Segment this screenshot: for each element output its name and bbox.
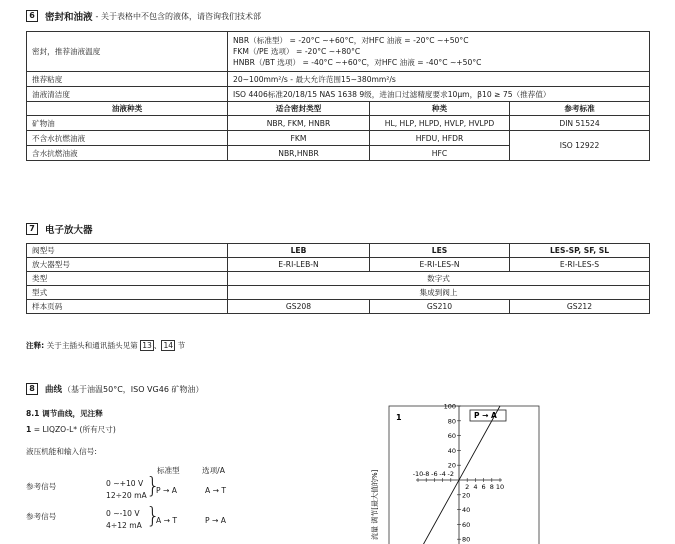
y-tick-label: 40 [462,506,471,515]
column-header: 油液种类 [27,102,228,116]
function-standard: P → A [156,486,177,495]
regulation-curve-chart [364,400,544,544]
amplifier-table [26,243,650,314]
note-end: 节 [177,341,186,350]
cleanliness-value: ISO 4406标准20/18/15 NAS 1638 9级，进油口过滤精度要求10μm，β10 ≥ 75（推荐值） [228,87,650,102]
fluid-name: 不含水抗燃油液 [27,131,228,146]
section-7-header [26,222,93,236]
connector-note [26,340,185,351]
y-tick-label: 20 [447,461,456,470]
x-tick-label: -6 [431,470,438,478]
fluid-standard: DIN 51524 [510,116,650,131]
section-8-header [26,383,203,395]
fluids-table [26,31,650,161]
section-title: 密封和油液 [45,12,93,23]
seal-line: HNBR（/BT 选项） = -40°C ~+60°C，对HFC 油液 = -40°C ~+50°C [233,58,482,67]
fluid-kind: HFC [370,146,510,161]
amp-model: E-RI-LES-N [370,258,510,272]
column-header: 参考标准 [510,102,650,116]
table-row [27,272,650,286]
y-axis-label: 流量 调节[最大值的%] [371,469,379,540]
section-6-header [26,9,261,23]
function-standard: A → T [156,516,178,525]
column-option: 选项/A [202,466,225,475]
x-tick-label: 10 [495,483,505,491]
column-header: 适合密封类型 [228,102,370,116]
fluid-kind: HL, HLP, HLPD, HVLP, HVLPD [370,116,510,131]
amp-model: E-RI-LEB-N [228,258,370,272]
brace: } [146,504,160,529]
table-row [27,244,650,258]
section-number: 7 [26,223,38,235]
x-tick-label: -4 [439,470,446,478]
ref-signal-voltage: 0 ~+10 V [106,479,144,488]
row-label: 放大器型号 [27,258,228,272]
fluid-kind: HFDU, HFDR [370,131,510,146]
y-tick-label: 80 [447,417,456,426]
ref-signal-voltage: 0 ~-10 V [106,509,140,518]
amp-form: 集成到阀上 [228,286,650,300]
fluid-seal: NBR, FKM, HNBR [228,116,370,131]
x-tick-label: 8 [489,483,494,491]
y-tick-label: 100 [443,402,456,411]
section-ref-link[interactable]: 13 [142,341,152,350]
brace: } [146,474,160,499]
x-tick-label: -2 [447,470,455,478]
amp-type: 数字式 [228,272,650,286]
table-row [27,116,650,131]
table-row [27,131,650,146]
y-tick-label: 80 [462,535,471,544]
seal-temperature-values [228,32,650,72]
table-row [27,258,650,272]
row-label: 阀型号 [27,244,228,258]
table-row [27,72,650,87]
column-header: 种类 [370,102,510,116]
row-label: 型式 [27,286,228,300]
curve-number: 1 [26,425,32,434]
note-label: 注释: [26,341,45,350]
x-tick-label: 6 [481,483,486,491]
ref-signal-current: 4÷12 mA [106,521,142,530]
function-option: P → A [205,516,226,525]
section-title: 曲线 [45,385,63,395]
row-label: 油液清洁度 [27,87,228,102]
fluid-name: 矿物油 [27,116,228,131]
sample-page: GS208 [228,300,370,314]
p-to-a-annotation [470,410,506,421]
y-tick-label: 20 [462,491,471,500]
row-label: 推荐粘度 [27,72,228,87]
ref-signal-label: 参考信号 [26,512,57,521]
ref-signal-label: 参考信号 [26,482,57,491]
section-subtitle: - 关于表格中不包含的液体，请咨询我们技术部 [95,11,261,21]
x-tick-label: 2 [465,483,470,491]
note-text: 关于主插头和通讯插头见第 [46,341,138,350]
table-row [27,87,650,102]
column-header: LES [370,244,510,258]
x-tick-label: 4 [473,483,478,491]
section-number: 6 [26,10,38,22]
sample-page: GS210 [370,300,510,314]
model-line [26,424,116,435]
ref-signal-current: 12÷20 mA [106,491,147,500]
fluid-name: 含水抗燃油液 [27,146,228,161]
x-tick-label: -10 [412,470,424,478]
table-row [27,300,650,314]
row-label: 类型 [27,272,228,286]
annotation-text: P → A [474,411,497,420]
seal-line: NBR（标准型） = -20°C ~+60°C，对HFC 油液 = -20°C ~+50°C [233,36,469,45]
x-tick-label: -8 [422,470,430,478]
function-label: 液压机能和输入信号: [26,447,97,456]
amp-model: E-RI-LES-S [510,258,650,272]
viscosity-value: 20~100mm²/s - 最大允许范围15~380mm²/s [228,72,650,87]
row-label: 密封，推荐油液温度 [27,32,228,72]
table-header-row [27,102,650,116]
fluid-standard: ISO 12922 [510,131,650,161]
y-tick-label: 40 [447,446,456,455]
section-subtitle: （基于油温50°C，ISO VG46 矿物油） [63,384,204,394]
chart-title: 1 [396,413,402,422]
seal-line: FKM（/PE 选项） = -20°C ~+80°C [233,47,361,56]
table-row [27,32,650,72]
model-text: = LIQZO-L* (所有尺寸) [33,425,116,434]
function-option: A → T [205,486,227,495]
row-label: 样本页码 [27,300,228,314]
subsection-title: 8.1 调节曲线，见注释 [26,409,103,418]
column-standard: 标准型 [157,466,180,475]
sample-page: GS212 [510,300,650,314]
y-tick-label: 60 [462,520,471,529]
fluid-seal: FKM [228,131,370,146]
fluid-seal: NBR,HNBR [228,146,370,161]
column-header: LEB [228,244,370,258]
note-separator: 、 [153,341,162,350]
section-title: 电子放大器 [45,225,93,236]
y-tick-label: 60 [447,432,456,441]
section-ref-link[interactable]: 14 [163,341,174,350]
section-number: 8 [26,383,38,395]
column-header: LES-SP, SF, SL [510,244,650,258]
table-row [27,286,650,300]
